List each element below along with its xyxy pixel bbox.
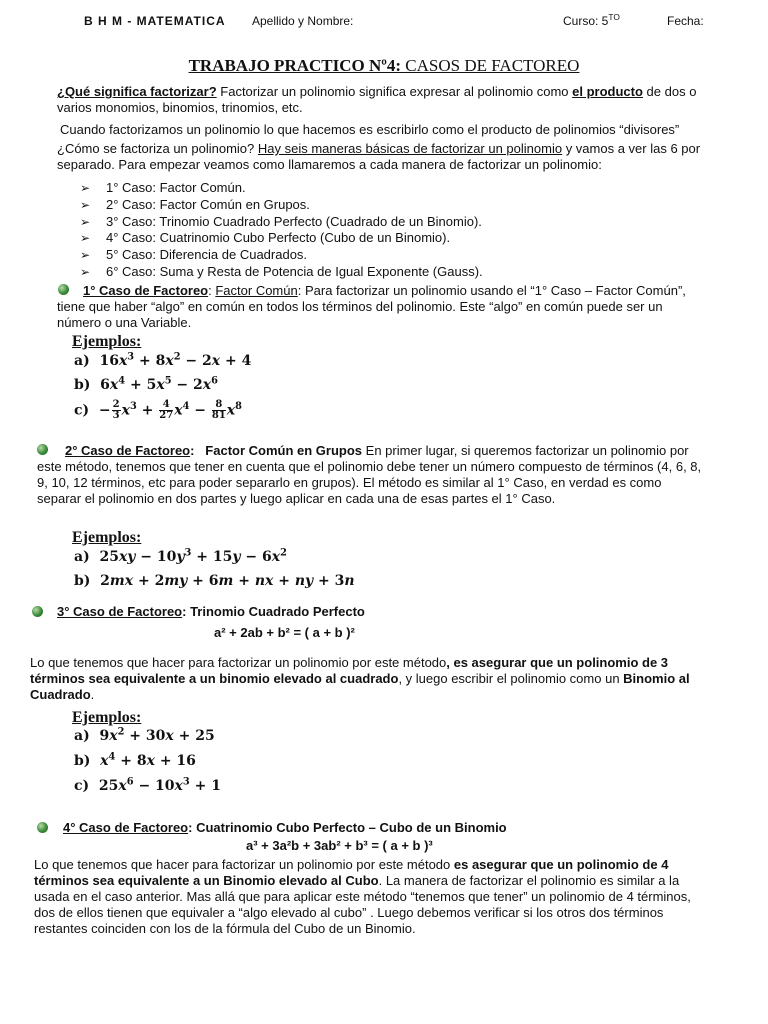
arrow-bullet-icon: ➢: [80, 197, 91, 212]
case1-examples-heading: Ejemplos:: [72, 333, 142, 350]
case4-heading: 4° Caso de Factoreo: Cuatrinomio Cubo Perfecto – Cubo de un Binomio: [63, 820, 507, 835]
case2-example-a: a) $25xy - 10y^3 + 15y - 6x^2$: [74, 547, 287, 565]
arrow-bullet-icon: ➢: [80, 248, 91, 263]
case1-paragraph: 1° Caso de Factoreo: Factor Común: Para factorizar un polinomio usando el “1° Caso – Factor Común”, tiene que haber “algo” en común en todos los términos del polinomio. Este “algo” en común puede ser un número o una Variable.: [57, 283, 686, 330]
intro-paragraph-2: Cuando factorizamos un polinomio lo que hacemos es escribirlo como el producto de polinomios “divisores”: [60, 122, 680, 137]
case2-paragraph: 2° Caso de Factoreo: Factor Común en Grupos En primer lugar, si queremos factorizar un polinomio por este método, tenemos que tener en cuenta que el polinomio debe tener un número compuesto de términos (4, 6, 8, 9, 10, 12 términos, etc para poder separarlo en grupos). El método es similar al 1° Caso, en verdad es como separar el polinomio en dos partes y luego aplicar en cada una de esas partes el 1° Caso.: [37, 443, 702, 506]
header-course-label: Curso: $5^{TO}$: [563, 12, 620, 28]
list-item: ➢ 4° Caso: Cuatrinomio Cubo Perfecto (Cubo de un Binomio).: [80, 230, 451, 246]
cases-list: [80, 180, 483, 281]
case3-example-a: a) $9x^2 + 30x + 25$: [74, 726, 215, 744]
list-item: ➢ 1° Caso: Factor Común.: [80, 180, 246, 195]
case3-example-c: c) $25x^6 - 10x^3 + 1$: [74, 776, 221, 794]
header-name-label: Apellido y Nombre:: [252, 14, 354, 28]
intro-paragraph-1: ¿Qué significa factorizar? Factorizar un polinomio significa expresar al polinomio como el producto de dos o varios monomios, binomios, trinomios, etc.: [57, 84, 697, 115]
green-bullet-icon: [37, 822, 48, 833]
arrow-bullet-icon: ➢: [80, 231, 91, 246]
case2-examples-heading: Ejemplos:: [72, 529, 142, 546]
case4-paragraph: Lo que tenemos que hacer para factorizar un polinomio por este método es asegurar que un polinomio de 4 términos sea equivalente a un Binomio elevado al Cubo. La manera de factorizar el polinomio es similar a la usada en el caso anterior. Mas allá que para aplicar este método “tenemos que tener” un polinomio de 4 términos, dos de ellos tienen que equivaler a “algo elevado al cubo” . Luego debemos verificar si los otros dos términos restantes coinciden con los de la fórmula del Cubo de un Binomio.: [34, 857, 691, 936]
green-bullet-icon: [32, 606, 43, 617]
case1-example-a: a) $16x^3 + 8x^2 - 2x + 4$: [74, 351, 252, 369]
list-item: ➢ 2° Caso: Factor Común en Grupos.: [80, 196, 310, 212]
header-date-label: Fecha:: [667, 14, 704, 28]
list-item: ➢ 5° Caso: Diferencia de Cuadrados.: [80, 247, 308, 263]
arrow-bullet-icon: ➢: [80, 181, 91, 195]
page-title: TRABAJO PRACTICO Nº4: CASOS DE FACTOREO: [188, 56, 580, 75]
list-item: ➢ 3° Caso: Trinomio Cuadrado Perfecto (Cuadrado de un Binomio).: [80, 213, 482, 229]
case3-examples-heading: Ejemplos:: [72, 709, 142, 726]
case1-example-c: c) − $\frac{2}{3}$ $x^3$ + $\frac{4}{27}$ $x^4$ − $\frac{8}{81}$ $x^8$: [74, 399, 242, 421]
case3-example-b: b) $x^4 + 8x + 16$: [74, 751, 196, 769]
case3-paragraph: Lo que tenemos que hacer para factorizar un polinomio por este método, es asegurar que un polinomio de 3 términos sea equivalente a un binomio elevado al cuadrado, y luego escribir el polinomio como un Binomio al Cuadrado.: [30, 655, 690, 702]
header-school: B H M - MATEMATICA: [84, 14, 226, 28]
arrow-bullet-icon: ➢: [80, 264, 91, 279]
case1-example-b: b) $6x^4 + 5x^5 - 2x^6$: [74, 375, 218, 393]
intro-paragraph-3: ¿Cómo se factoriza un polinomio? Hay seis maneras básicas de factorizar un polinomio y vamos a ver las 6 por separado. Para empezar veamos como llamaremos a cada manera de factorizar un polinomio:: [57, 141, 701, 172]
list-item: ➢ 6° Caso: Suma y Resta de Potencia de Igual Exponente (Gauss).: [80, 263, 483, 279]
case4-formula: a³ + 3a²b + 3ab² + b³ = ( a + b )³: [246, 838, 433, 853]
case3-heading: 3° Caso de Factoreo: Trinomio Cuadrado Perfecto: [57, 604, 365, 619]
case2-example-b: b) 2mx + 2my + 6m + nx + ny + 3n: [74, 573, 355, 589]
case3-formula: a² + 2ab + b² = ( a + b )²: [214, 625, 355, 640]
arrow-bullet-icon: ➢: [80, 214, 91, 229]
